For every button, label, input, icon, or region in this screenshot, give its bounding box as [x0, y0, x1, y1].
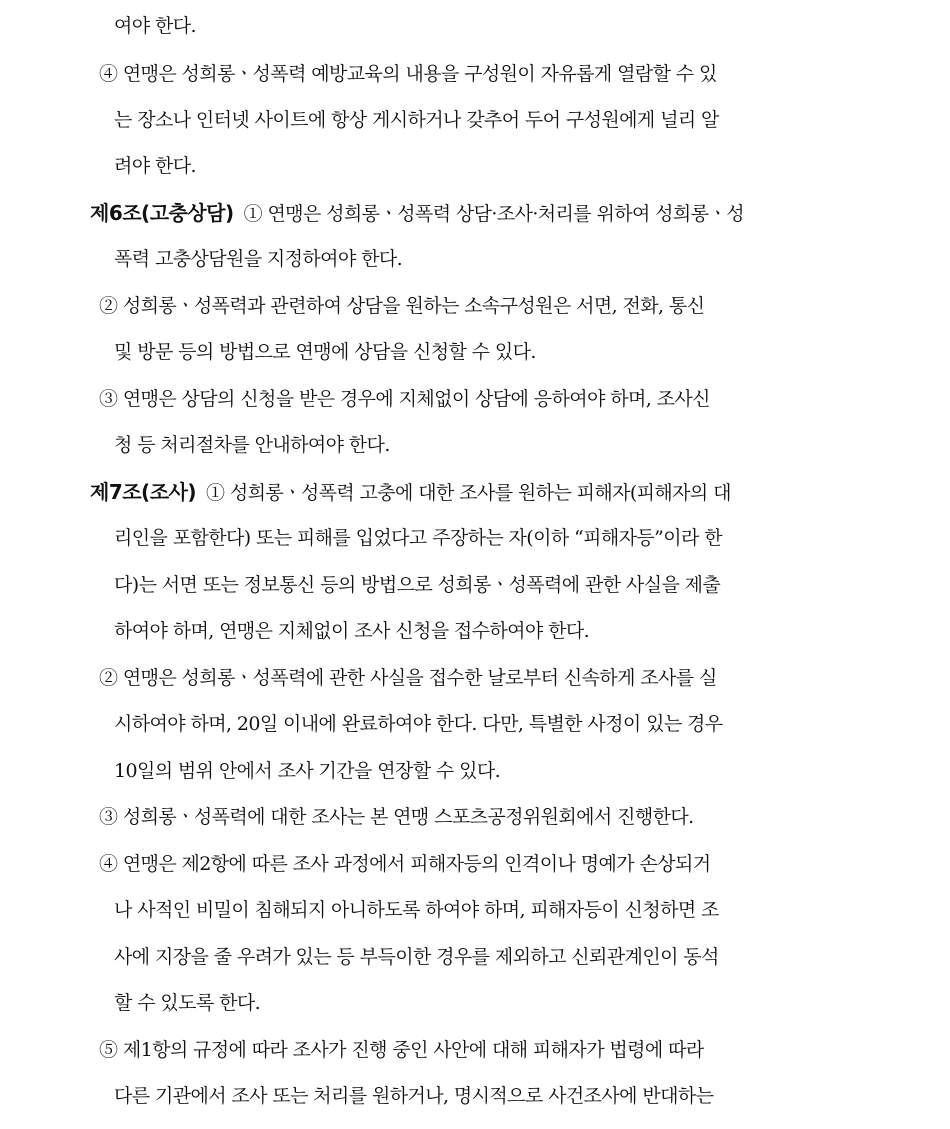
text-line: ⑤ 제1항의 규정에 따라 조사가 진행 중인 사안에 대해 피해자가 법령에 따라 — [99, 1039, 704, 1061]
text-line: 할 수 있도록 한다. — [114, 992, 261, 1014]
text-line: 하여야 하며, 연맹은 지체없이 조사 신청을 접수하여야 한다. — [114, 620, 590, 642]
text-line: 및 방문 등의 방법으로 연맹에 상담을 신청할 수 있다. — [114, 341, 536, 363]
text-line: 여야 한다. — [114, 15, 196, 37]
text-line: 폭력 고충상담원을 지정하여야 한다. — [114, 248, 403, 270]
text-line: ③ 성희롱ㆍ성폭력에 대한 조사는 본 연맹 스포츠공정위원회에서 진행한다. — [99, 806, 694, 828]
article-6-line — [0, 200, 950, 227]
text-line: 10일의 범위 안에서 조사 기간을 연장할 수 있다. — [114, 760, 501, 782]
text-line: ④ 연맹은 제2항에 따른 조사 과정에서 피해자등의 인격이나 명예가 손상되거 — [99, 853, 711, 875]
text-line: 청 등 처리절차를 안내하여야 한다. — [114, 434, 390, 456]
text-line: 려야 한다. — [114, 155, 196, 177]
text-line: ③ 연맹은 상담의 신청을 받은 경우에 지체없이 상담에 응하여야 하며, 조사신 — [99, 388, 710, 410]
article-heading: 제6조(고충상담) — [90, 201, 234, 225]
text-line: 나 사적인 비밀이 침해되지 아니하도록 하여야 하며, 피해자등이 신청하면 조 — [114, 899, 719, 921]
article-7-line — [0, 479, 950, 506]
text-line: ② 연맹은 성희롱ㆍ성폭력에 관한 사실을 접수한 날로부터 신속하게 조사를 실 — [99, 667, 717, 689]
text-line: 사에 지장을 줄 우려가 있는 등 부득이한 경우를 제외하고 신뢰관계인이 동석 — [114, 946, 719, 968]
text-line: 리인을 포함한다) 또는 피해를 입었다고 주장하는 자(이하 “피해자등”이라 한 — [114, 527, 722, 549]
text-line: 시하여야 하며, 20일 이내에 완료하여야 한다. 다만, 특별한 사정이 있는 경우 — [114, 713, 723, 735]
text-line: ① 연맹은 성희롱ㆍ성폭력 상담·조사·처리를 위하여 성희롱ㆍ성 — [243, 203, 744, 225]
text-line: 다른 기관에서 조사 또는 처리를 원하거나, 명시적으로 사건조사에 반대하는 — [114, 1085, 714, 1107]
text-line: ② 성희롱ㆍ성폭력과 관련하여 상담을 원하는 소속구성원은 서면, 전화, 통신 — [99, 295, 705, 317]
text-line: 다)는 서면 또는 정보통신 등의 방법으로 성희롱ㆍ성폭력에 관한 사실을 제출 — [114, 574, 721, 596]
text-line: ① 성희롱ㆍ성폭력 고충에 대한 조사를 원하는 피해자(피해자의 대 — [205, 482, 731, 504]
text-line: ④ 연맹은 성희롱ㆍ성폭력 예방교육의 내용을 구성원이 자유롭게 열람할 수 있 — [99, 63, 717, 85]
text-line: 는 장소나 인터넷 사이트에 항상 게시하거나 갖추어 두어 구성원에게 널리 알 — [114, 109, 719, 131]
article-heading: 제7조(조사) — [90, 480, 196, 504]
